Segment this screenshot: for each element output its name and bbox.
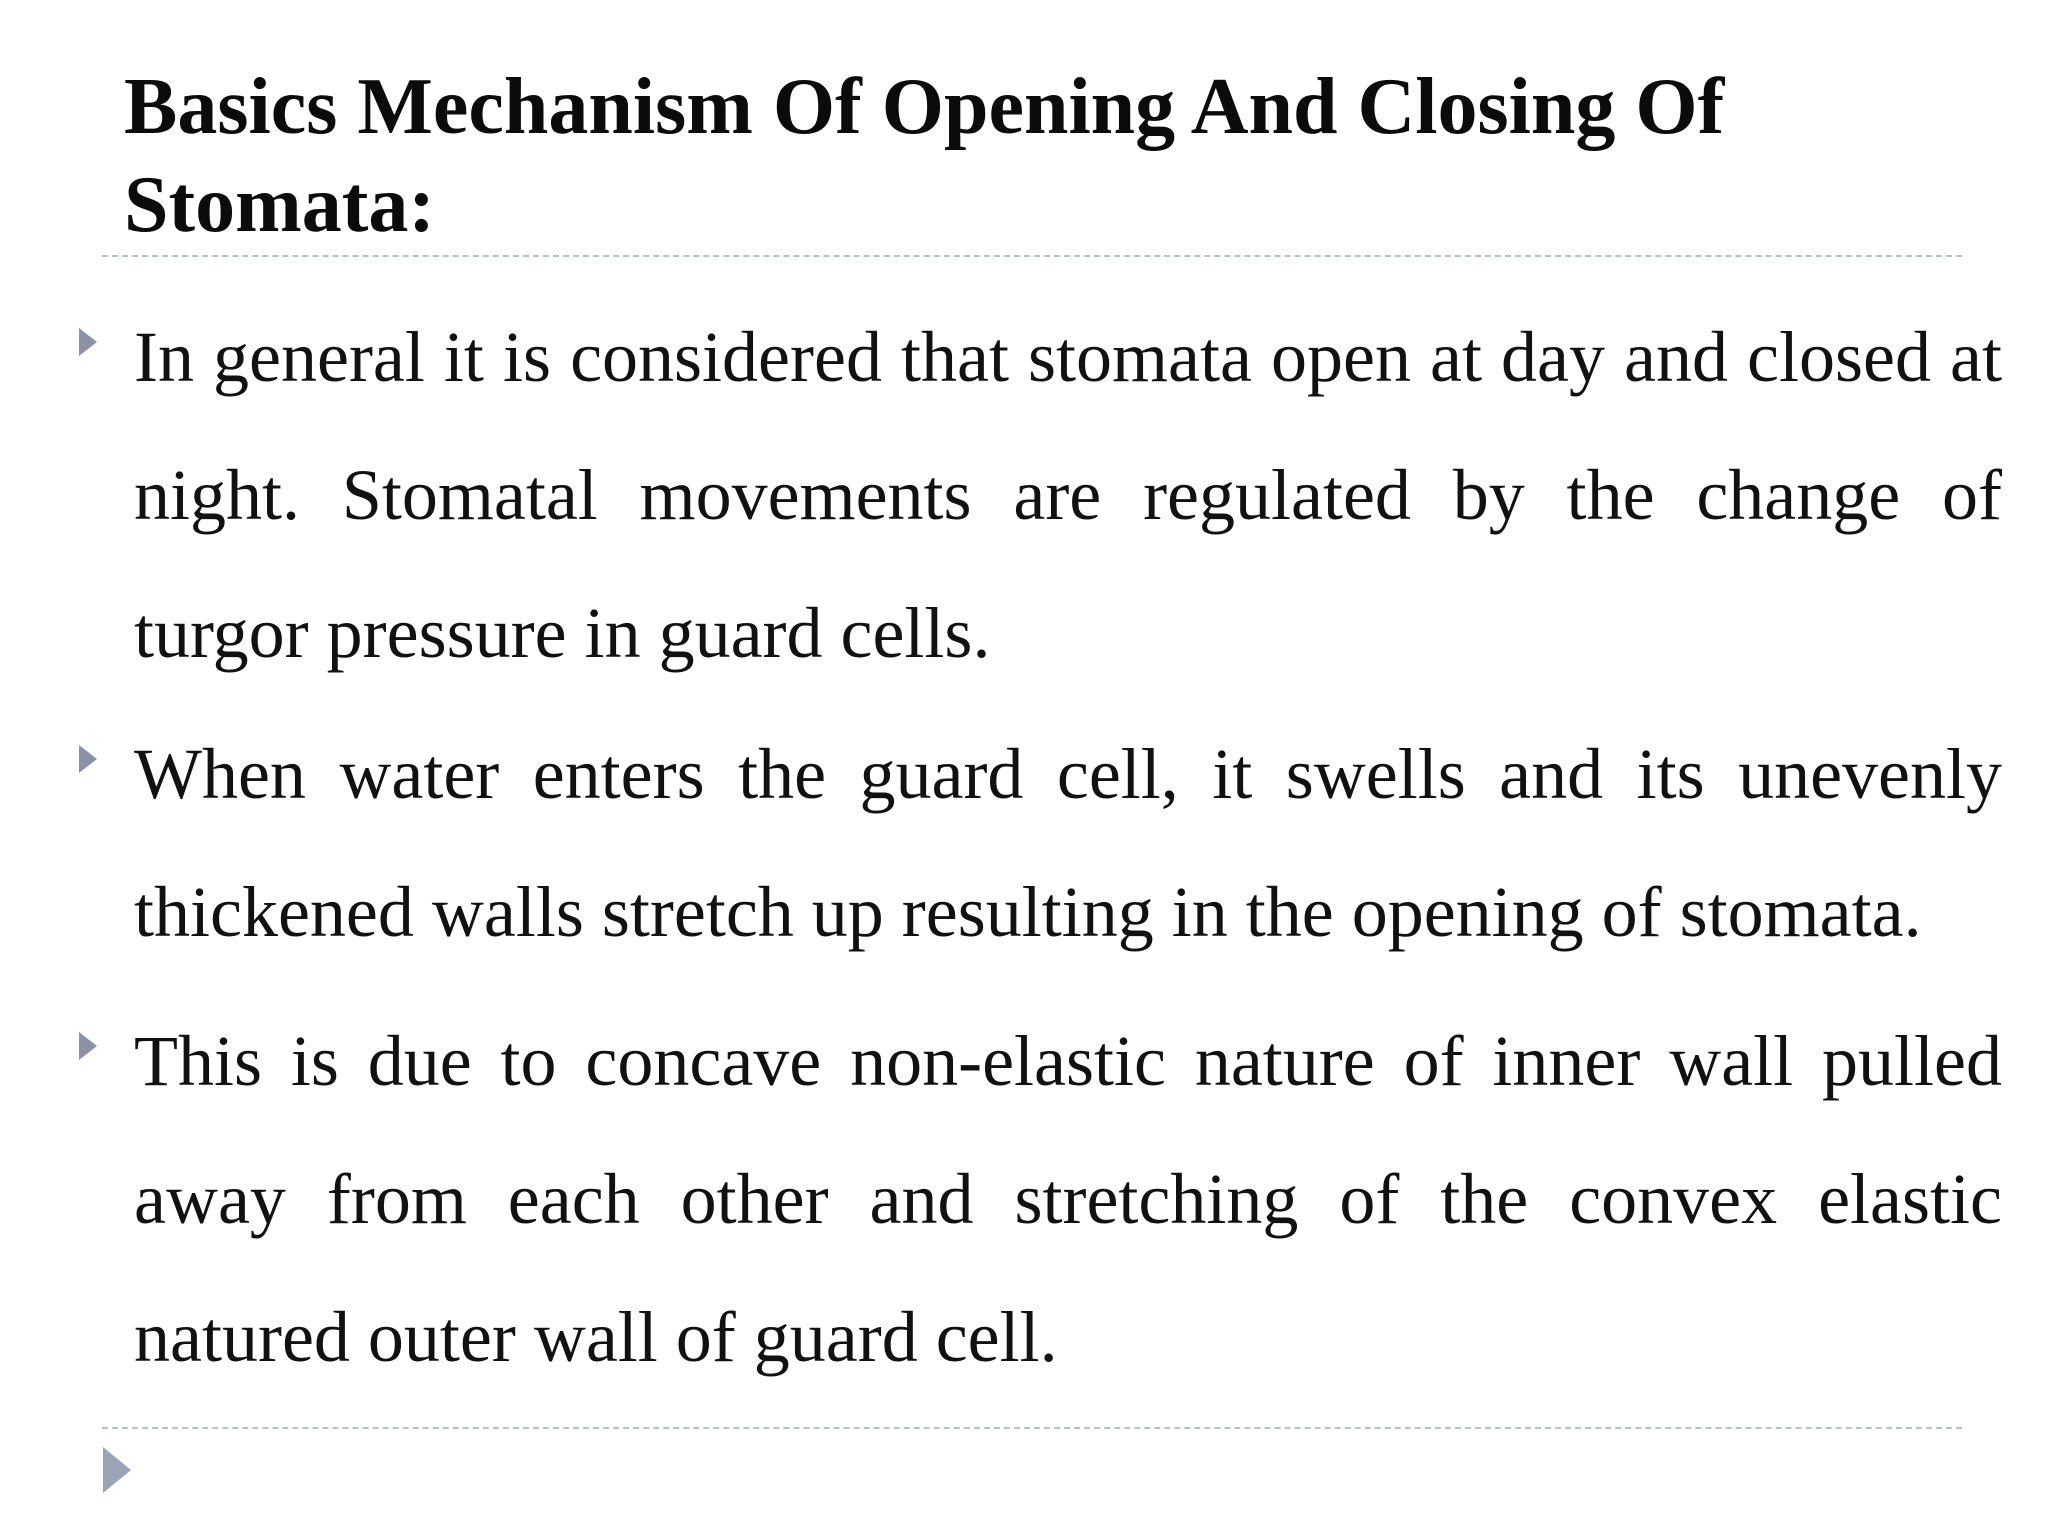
bullet-item	[134, 705, 2002, 981]
title-divider	[102, 255, 1962, 257]
bullet-text: In general it is considered that stomata open at day and closed at night. Stomatal movements are regulated by the change of turgor pressure in guard cells.	[134, 317, 2002, 673]
bullet-text: When water enters the guard cell, it swells and its unevenly thickened walls stretch up resulting in the opening of stomata.	[134, 734, 2002, 952]
triangle-bullet-icon	[79, 1032, 97, 1060]
bullet-item	[134, 288, 2002, 702]
bullet-item	[134, 992, 2002, 1406]
slide-title: Basics Mechanism Of Opening And Closing Of Stomata:	[124, 63, 1725, 249]
triangle-bullet-icon	[79, 328, 97, 356]
footer-divider	[102, 1427, 1962, 1429]
triangle-arrow-icon	[103, 1447, 131, 1493]
triangle-bullet-icon	[79, 745, 97, 773]
bullet-text: This is due to concave non-elastic nature of inner wall pulled away from each other and stretching of the convex elastic natured outer wall of guard cell.	[134, 1021, 2002, 1377]
